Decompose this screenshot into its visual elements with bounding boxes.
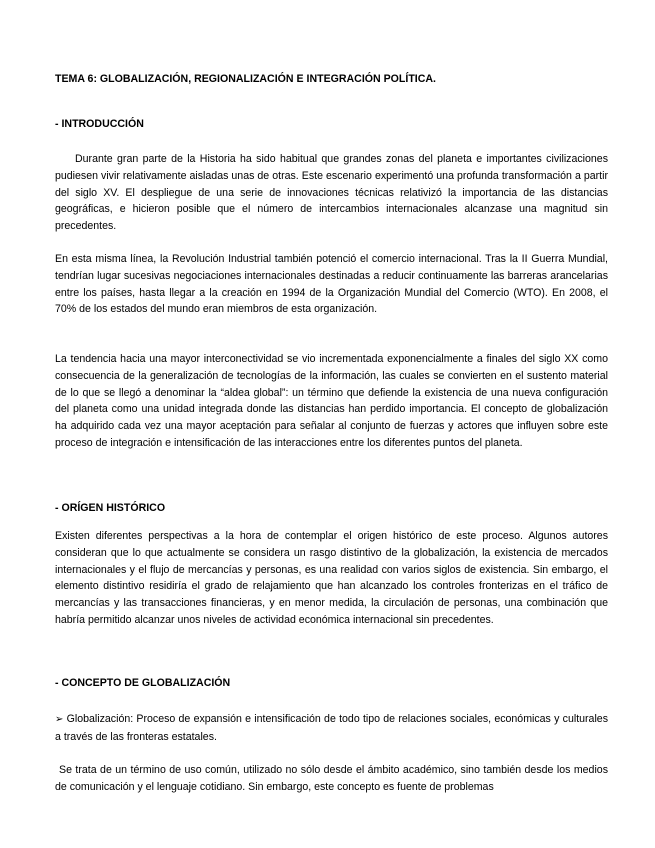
document-title: TEMA 6: GLOBALIZACIÓN, REGIONALIZACIÓN E INTEGRACIÓN POLÍTICA. [55,73,436,85]
bullet-definition-text: Globalización: Proceso de expansión e intensificación de todo tipo de relaciones sociales, económicas y culturales a través de las fronteras estatales. [55,713,608,743]
paragraph-intro-2: En esta misma línea, la Revolución Industrial también potenció el comercio internacional. Tras la II Guerra Mundial, tendrían lugar sucesivas negociaciones internacionales destinadas a reducir continuamente las barreras arancelarias entre los países, hasta llegar a la creación en 1994 de la Organización Mundial del Comercio (WTO). En 2008, el 70% de los estados del mundo eran miembros de esta organización. [55,253,608,316]
section-heading-origen: - ORÍGEN HISTÓRICO [55,502,166,514]
paragraph-intro-1: Durante gran parte de la Historia ha sido habitual que grandes zonas del planeta e importantes civilizaciones pudiesen vivir relativamente aisladas unas de otras. Este escenario experimentó una profunda transformación a partir del siglo XV. El despliegue de una serie de innovaciones técnicas relativizó la importancia de las distancias geográficas, e hicieron posible que el número de intercambios internacionales alcanzase una magnitud sin precedentes. [55,153,608,233]
section-heading-introduccion: - INTRODUCCIÓN [55,118,144,130]
paragraph-concepto-1: Se trata de un término de uso común, utilizado no sólo desde el ámbito académico, sino también desde los medios de comunicación y el lenguaje cotidiano. Sin embargo, este concepto es fuente de problemas [55,764,608,793]
bullet-arrow-icon: ➢ [55,714,64,725]
paragraph-origen-1: Existen diferentes perspectivas a la hora de contemplar el origen histórico de este proceso. Algunos autores consideran que lo que actualmente se considera un rasgo distintivo de la globalización, la existencia de mercados internacionales y el flujo de mercancías y personas, es una realidad con varios siglos de existencia. Sin embargo, el elemento distintivo residiría el grado de relajamiento que han alcanzado los controles fronterizas en el tráfico de mercancías y las transacciones financieras, y en menor medida, la circulación de personas, una combinación que habría permitido alcanzar unos niveles de actividad económica internacional sin precedentes. [55,530,608,626]
paragraph-intro-3: La tendencia hacia una mayor interconectividad se vio incrementada exponencialmente a finales del siglo XX como consecuencia de la generalización de tecnologías de la información, las cuales se convierten en el sustento material de lo que se llegó a denominar la “aldea global”: un término que defiende la existencia de una nueva configuración del planeta como una unidad integrada donde las distancias han perdido importancia. El concepto de globalización ha adquirido cada vez una mayor aceptación para señalar al conjunto de fuerzas y actores que influyen sobre este proceso de integración e intensificación de las interacciones entre los diferentes puntos del planeta. [55,353,608,449]
section-heading-concepto: - CONCEPTO DE GLOBALIZACIÓN [55,677,231,689]
bullet-definition [55,711,608,746]
